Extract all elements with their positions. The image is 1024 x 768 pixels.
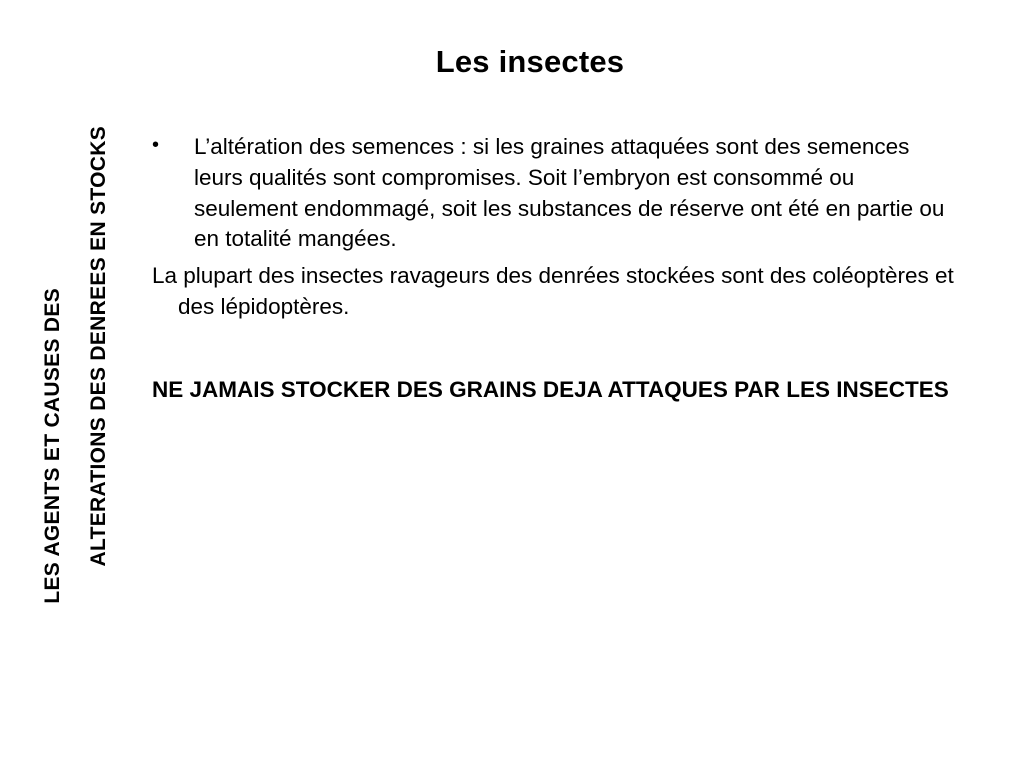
spacer: [152, 323, 964, 375]
list-item-text: L’altération des semences : si les graines attaquées sont des semences leurs qualités sont compromises. Soit l’embryon est consommé ou seulement endommagé, soit les substances de réserve ont été en partie ou en totalité mangées.: [194, 134, 945, 252]
slide-body: [152, 132, 964, 406]
side-label-inner: ALTERATIONS DES DENREES EN STOCKS: [87, 126, 110, 567]
side-label-outer: LES AGENTS ET CAUSES DES: [41, 288, 64, 604]
page-title: Les insectes: [435, 44, 625, 79]
warning-note: [152, 375, 964, 406]
list-item: [152, 132, 964, 255]
body-paragraph: [152, 261, 964, 323]
body-paragraph-text: La plupart des insectes ravageurs des denrées stockées sont des coléoptères et des lépidoptères.: [152, 263, 954, 320]
bullet-icon: •: [152, 134, 160, 156]
warning-note-text: NE JAMAIS STOCKER DES GRAINS DEJA ATTAQUES PAR LES INSECTES: [152, 376, 949, 402]
